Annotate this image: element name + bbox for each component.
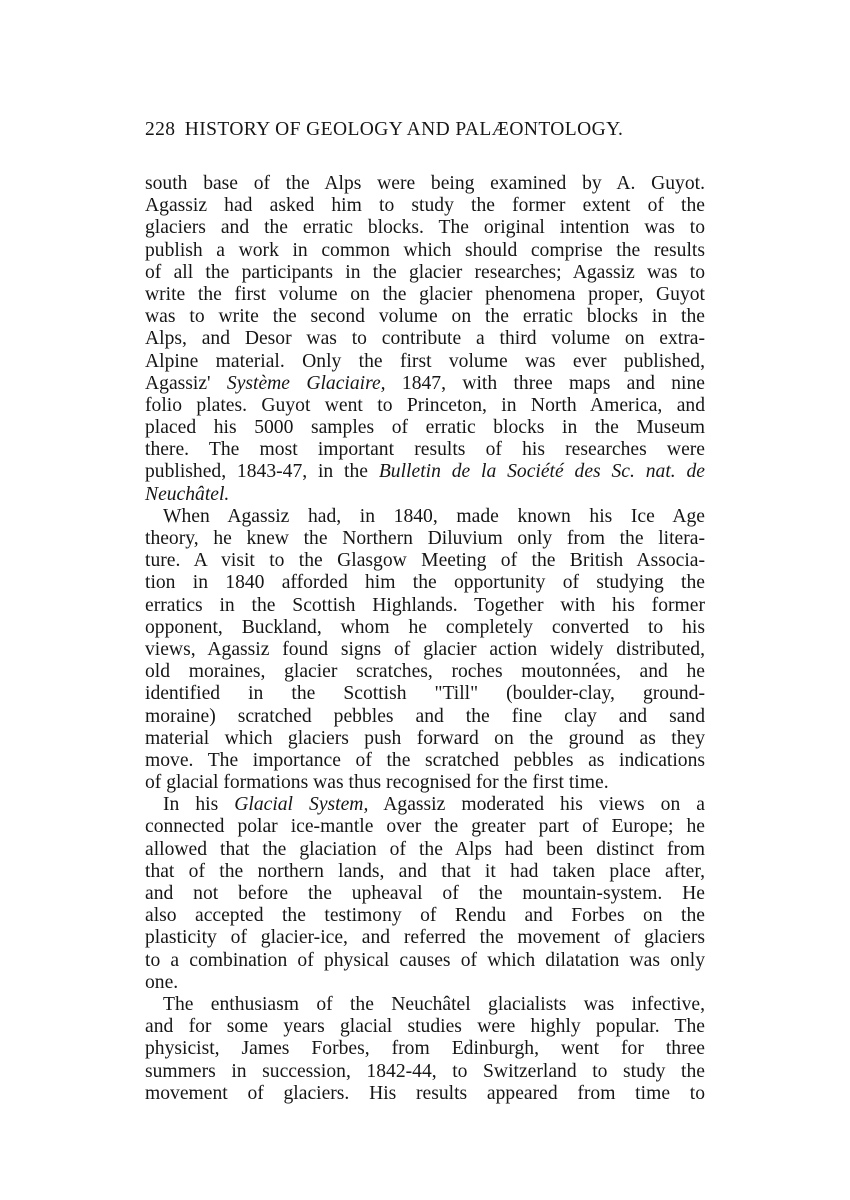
- text-line: [145, 439, 705, 461]
- text-line: [145, 1083, 705, 1105]
- text-line: [145, 595, 705, 617]
- text-run: movement of glaciers. His results appeared from time to: [145, 1082, 705, 1104]
- text-run: material which glaciers push forward on the ground as they: [145, 727, 705, 749]
- text-run: and not before the upheaval of the mountain-system. He: [145, 883, 705, 904]
- text-run: Agassiz': [145, 372, 227, 394]
- text-line: [145, 772, 705, 794]
- text-run: of all the participants in the glacier researches; Agassiz was to: [145, 261, 705, 283]
- text-run: to a combination of physical causes of which dilatation was only: [145, 949, 705, 971]
- text-line: [145, 728, 705, 750]
- text-run: physicist, James Forbes, from Edinburgh, went for three: [145, 1038, 705, 1060]
- text-line: [145, 1016, 705, 1038]
- text-line: [145, 972, 705, 994]
- text-line: [145, 284, 705, 306]
- paragraph: [145, 994, 705, 1105]
- text-run: opponent, Buckland, whom he completely converted to his: [145, 616, 705, 638]
- text-run: also accepted the testimony of Rendu and Forbes on the: [145, 905, 705, 927]
- text-run: one.: [145, 971, 179, 993]
- text-run: identified in the Scottish "Till" (boulder-clay, ground-: [145, 683, 705, 705]
- text-line: [145, 1061, 705, 1083]
- text-line: [145, 417, 705, 439]
- text-run: Agassiz moderated his views on a: [368, 794, 705, 816]
- text-run: placed his 5000 samples of erratic blocks in the Museum: [145, 417, 705, 439]
- running-head: [145, 116, 705, 144]
- text-run: there. The most important results of his researches were: [145, 439, 705, 461]
- text-line: [145, 839, 705, 861]
- text-run: published, 1843-47, in the: [145, 461, 379, 483]
- text-run: Agassiz had asked him to study the former extent of the: [145, 195, 705, 217]
- text-run: tion in 1840 afforded him the opportunity of studying the: [145, 572, 705, 594]
- text-run: The enthusiasm of the Neuchâtel glacialists was infective,: [163, 993, 705, 1015]
- text-run: south base of the Alps were being examined by A. Guyot.: [145, 173, 705, 194]
- text-line: [145, 683, 705, 705]
- text-line: [145, 1038, 705, 1060]
- text-line: [145, 706, 705, 728]
- body-text: [145, 173, 705, 1105]
- text-run: glaciers and the erratic blocks. The original intention was to: [145, 217, 705, 239]
- text-line: [145, 262, 705, 284]
- text-line: [145, 373, 705, 395]
- text-run: erratics in the Scottish Highlands. Together with his former: [145, 594, 705, 616]
- text-run: Alps, and Desor was to contribute a third volume on extra-: [145, 328, 705, 350]
- text-run: Alpine material. Only the first volume was ever published,: [145, 350, 705, 372]
- page-number: 228: [145, 119, 176, 140]
- text-line: [145, 861, 705, 883]
- text-line: [145, 572, 705, 594]
- text-line: [145, 927, 705, 949]
- text-run: summers in succession, 1842-44, to Switzerland to study the: [145, 1060, 705, 1082]
- text-run: write the first volume on the glacier phenomena proper, Guyot: [145, 283, 705, 305]
- paragraph: [145, 506, 705, 794]
- text-line: [145, 816, 705, 838]
- text-line: [145, 195, 705, 217]
- text-line: [145, 794, 705, 816]
- text-line: [145, 351, 705, 373]
- text-line: [145, 950, 705, 972]
- text-line: [145, 750, 705, 772]
- text-run: views, Agassiz found signs of glacier action widely distributed,: [145, 638, 705, 660]
- text-line: [145, 994, 705, 1016]
- italic-text: Système Glaciaire,: [226, 372, 386, 394]
- text-run: ture. A visit to the Glasgow Meeting of the British Associa-: [145, 550, 705, 572]
- italic-text: Bulletin de la Société des Sc. nat. de: [378, 461, 705, 483]
- paragraph: [145, 794, 705, 994]
- text-run: connected polar ice-mantle over the greater part of Europe; he: [145, 816, 705, 838]
- text-line: [145, 240, 705, 262]
- paragraph: [145, 173, 705, 506]
- text-run: was to write the second volume on the erratic blocks in the: [145, 306, 705, 328]
- text-line: [145, 395, 705, 417]
- text-run: 1847, with three maps and nine: [385, 372, 705, 394]
- text-line: [145, 328, 705, 350]
- text-run: of glacial formations was thus recognised for the first time.: [145, 772, 609, 794]
- text-line: [145, 550, 705, 572]
- text-line: [145, 461, 705, 483]
- text-line: [145, 528, 705, 550]
- text-run: moraine) scratched pebbles and the fine clay and sand: [145, 705, 705, 727]
- text-run: old moraines, glacier scratches, roches moutonnées, and he: [145, 661, 705, 683]
- text-line: [145, 217, 705, 239]
- text-run: plasticity of glacier-ice, and referred the movement of glaciers: [145, 927, 705, 949]
- text-line: [145, 905, 705, 927]
- text-run: and for some years glacial studies were highly popular. The: [145, 1016, 705, 1038]
- italic-text: Neuchâtel.: [145, 483, 230, 505]
- text-run: When Agassiz had, in 1840, made known his Ice Age: [163, 505, 705, 527]
- text-run: publish a work in common which should comprise the results: [145, 239, 705, 261]
- text-line: [145, 661, 705, 683]
- text-line: [145, 506, 705, 528]
- book-page: [145, 116, 705, 1105]
- text-line: [145, 173, 705, 195]
- text-run: that of the northern lands, and that it had taken place after,: [145, 860, 705, 882]
- italic-text: Glacial System,: [234, 794, 369, 816]
- text-line: [145, 883, 705, 905]
- text-run: folio plates. Guyot went to Princeton, in North America, and: [145, 394, 705, 416]
- text-run: allowed that the glaciation of the Alps had been distinct from: [145, 838, 705, 860]
- text-line: [145, 617, 705, 639]
- text-line: [145, 484, 705, 506]
- text-run: In his: [163, 794, 235, 816]
- text-line: [145, 639, 705, 661]
- running-title: HISTORY OF GEOLOGY AND PALÆONTOLOGY.: [184, 119, 624, 140]
- text-run: move. The importance of the scratched pebbles as indications: [145, 749, 705, 771]
- text-line: [145, 306, 705, 328]
- text-run: theory, he knew the Northern Diluvium only from the litera-: [145, 528, 705, 549]
